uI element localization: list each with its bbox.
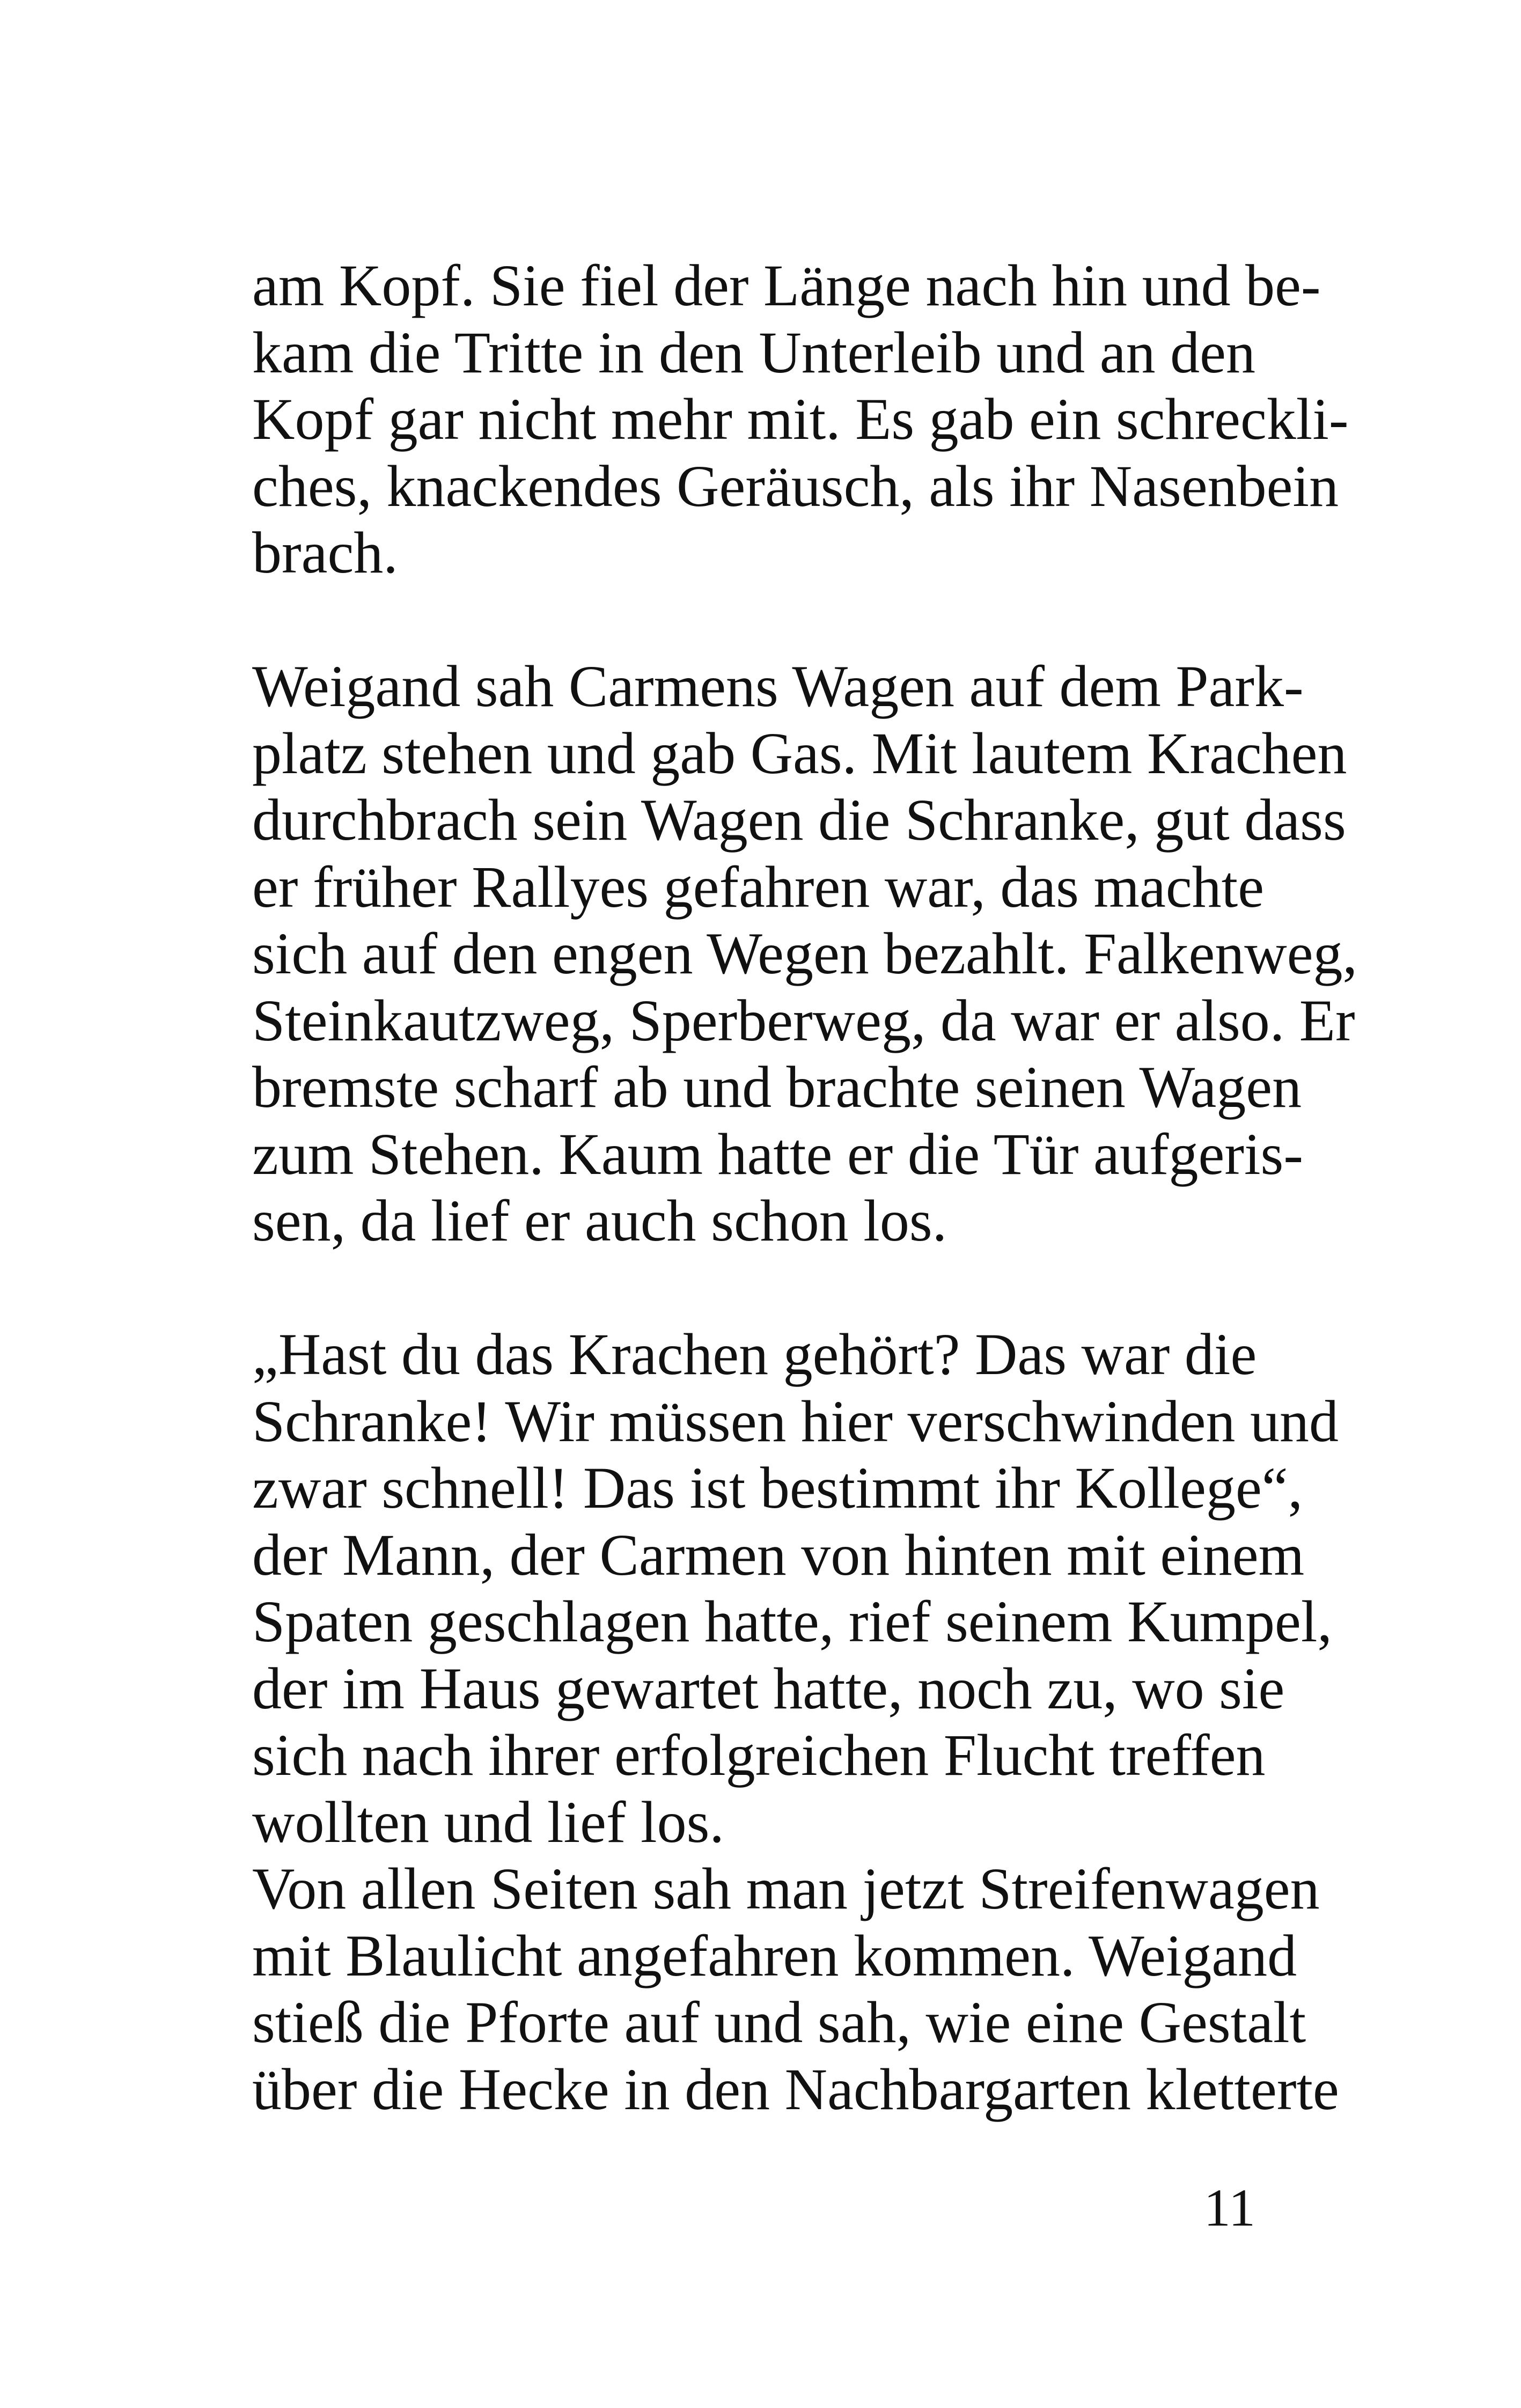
text-line: zum Stehen. Kaum hatte er die Tür aufgeris- xyxy=(252,1121,1303,1187)
text-line: der Mann, der Carmen von hinten mit einem xyxy=(252,1522,1305,1588)
text-line: sich auf den engen Wegen bezahlt. Falkenweg, xyxy=(252,921,1358,986)
text-line: Schranke! Wir müssen hier verschwinden und xyxy=(252,1388,1339,1454)
text-line: am Kopf. Sie fiel der Länge nach hin und be- xyxy=(252,253,1321,318)
text-line: der im Haus gewartet hatte, noch zu, wo sie xyxy=(252,1655,1285,1721)
text-line: mit Blaulicht angefahren kommen. Weigand xyxy=(252,1922,1297,1988)
paragraph-4 xyxy=(252,1855,1339,2123)
paragraph-gap xyxy=(252,1254,1255,1322)
text-line: Von allen Seiten sah man jetzt Streifenwagen xyxy=(252,1856,1320,1921)
text-line: bremste scharf ab und brachte seinen Wagen xyxy=(252,1054,1302,1120)
text-line: stieß die Pforte auf und sah, wie eine Gestalt xyxy=(252,1989,1306,2055)
paragraph-2 xyxy=(252,653,1358,1254)
paragraph-gap xyxy=(252,586,1255,654)
text-line: ches, knackendes Geräusch, als ihr Nasenbein xyxy=(252,453,1339,519)
text-line: Kopf gar nicht mehr mit. Es gab ein schreckli- xyxy=(252,386,1349,452)
body-text xyxy=(252,252,1358,2123)
paragraph-3 xyxy=(252,1321,1339,1855)
text-line: Steinkautzweg, Sperberweg, da war er also. Er xyxy=(252,987,1355,1053)
page-number: 11 xyxy=(1203,2178,1255,2237)
text-line: zwar schnell! Das ist bestimmt ihr Kollege“, xyxy=(252,1455,1303,1521)
text-line: durchbrach sein Wagen die Schranke, gut dass xyxy=(252,787,1346,853)
text-line: platz stehen und gab Gas. Mit lautem Krachen xyxy=(252,720,1347,786)
text-line: „Hast du das Krachen gehört? Das war die xyxy=(252,1322,1257,1387)
text-line: Spaten geschlagen hatte, rief seinem Kumpel, xyxy=(252,1589,1332,1654)
text-line: sen, da lief er auch schon los. xyxy=(252,1188,947,1253)
text-line: kam die Tritte in den Unterleib und an den xyxy=(252,319,1255,385)
text-line: über die Hecke in den Nachbargarten kletterte xyxy=(252,2056,1339,2122)
text-line: Weigand sah Carmens Wagen auf dem Park- xyxy=(252,654,1304,719)
text-line: sich nach ihrer erfolgreichen Flucht treffen xyxy=(252,1722,1266,1788)
paragraph-1 xyxy=(252,252,1349,586)
text-line: brach. xyxy=(252,520,398,585)
text-line: er früher Rallyes gefahren war, das machte xyxy=(252,854,1265,920)
text-line: wollten und lief los. xyxy=(252,1789,724,1855)
